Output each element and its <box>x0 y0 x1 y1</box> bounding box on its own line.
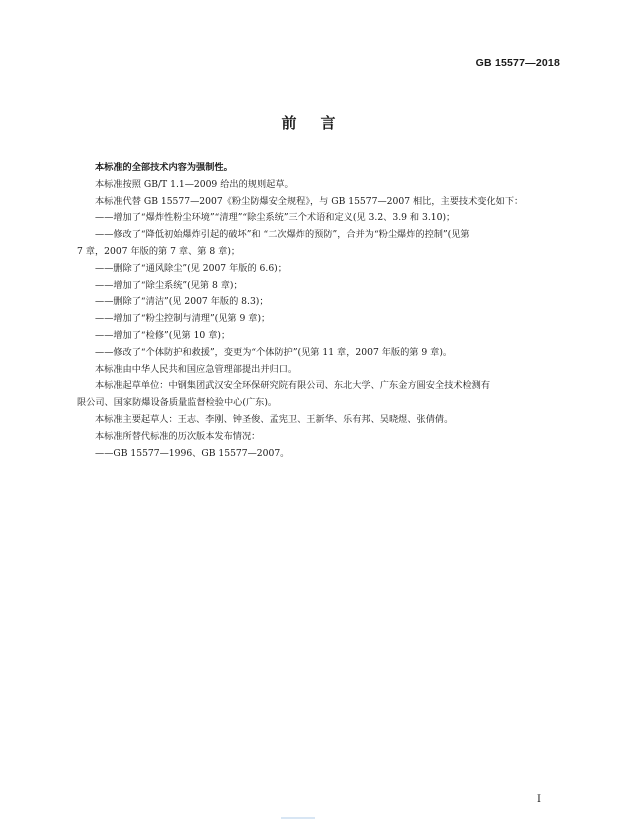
paragraph-line: 7 章，2007 年版的第 7 章、第 8 章)； <box>77 245 241 257</box>
paragraph-line: 本标准所替代标准的历次版本发布情况： <box>95 430 261 442</box>
scroll-indicator <box>281 817 315 819</box>
preface-paragraph <box>77 345 558 362</box>
page-title: 前言 <box>281 114 360 132</box>
preface-paragraphs <box>77 177 558 463</box>
paragraph-line: ——增加了“爆炸性粉尘环境”“清理”“除尘系统”三个术语和定义(见 3.2、3.9 和 3.10)； <box>95 212 456 224</box>
preface-body <box>77 160 558 462</box>
paragraph-line: 本标准代替 GB 15577—2007《粉尘防爆安全规程》，与 GB 15577—2007 相比，主要技术变化如下： <box>95 195 524 207</box>
preface-paragraph <box>77 328 558 345</box>
paragraph-line: ——删除了“清洁”(见 2007 年版的 8.3)； <box>95 296 269 308</box>
paragraph-line: 限公司、国家防爆设备质量监督检验中心(广东)。 <box>77 397 278 409</box>
paragraph-line: 本标准按照 GB/T 1.1—2009 给出的规则起草。 <box>95 178 294 190</box>
paragraph-line: ——增加了“除尘系统”(见第 8 章)； <box>95 279 243 291</box>
paragraph-line: ——增加了“粉尘控制与清理”(见第 9 章)； <box>95 313 271 325</box>
paragraph-line: ——GB 15577—1996、GB 15577—2007。 <box>95 447 290 459</box>
paragraph-line: 本标准由中华人民共和国应急管理部提出并归口。 <box>95 363 298 375</box>
preface-paragraph <box>77 446 558 463</box>
preface-paragraph <box>77 194 558 211</box>
preface-paragraph <box>77 278 558 295</box>
preface-paragraph <box>77 311 558 328</box>
preface-paragraph <box>77 210 558 227</box>
mandatory-statement: 本标准的全部技术内容为强制性。 <box>95 162 233 173</box>
standard-code: GB 15577—2018 <box>475 57 560 69</box>
paragraph-line: ——修改了“个体防护和救援”，变更为“个体防护”(见第 11 章，2007 年版的第 9 章)。 <box>95 346 453 358</box>
preface-paragraph <box>77 177 558 194</box>
paragraph-line: 本标准起草单位：中钢集团武汉安全环保研究院有限公司、东北大学、广东金方圆安全技术检测有 <box>95 380 491 392</box>
paragraph-line: ——删除了“通风除尘”(见 2007 年版的 6.6)； <box>95 262 287 274</box>
preface-paragraph <box>77 412 558 429</box>
preface-paragraph <box>77 362 558 379</box>
paragraph-line: 本标准主要起草人：王志、李刚、钟圣俊、孟宪卫、王新华、乐有邦、吴晓煜、张倩倩。 <box>95 413 454 425</box>
paragraph-line: ——修改了“降低初始爆炸引起的破坏”和 “二次爆炸的预防”，合并为“粉尘爆炸的控制”(见第 <box>95 229 470 241</box>
preface-paragraph <box>77 378 558 412</box>
preface-paragraph <box>77 227 558 261</box>
preface-paragraph <box>77 294 558 311</box>
paragraph-line: ——增加了“检修”(见第 10 章)； <box>95 329 231 341</box>
preface-paragraph <box>77 261 558 278</box>
page-number: I <box>537 794 541 805</box>
preface-paragraph <box>77 429 558 446</box>
